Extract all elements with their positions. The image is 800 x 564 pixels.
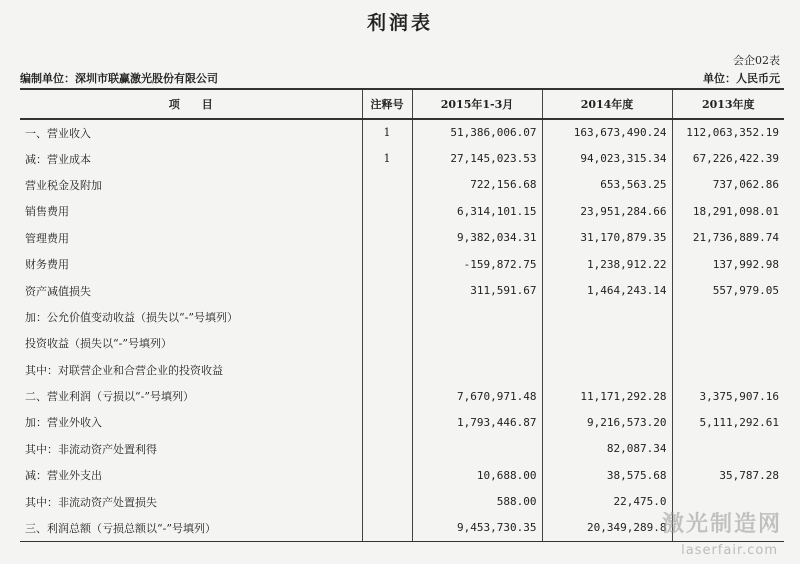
row-value-2015q1: -159,872.75 xyxy=(412,251,542,277)
row-value-2014 xyxy=(542,357,672,383)
form-number: 会企02表 xyxy=(733,54,780,67)
table-row xyxy=(20,225,784,251)
row-value-2015q1: 10,688.00 xyxy=(412,462,542,488)
row-value-2015q1: 6,314,101.15 xyxy=(412,198,542,224)
row-item-label: 减：营业成本 xyxy=(20,145,362,171)
row-note xyxy=(362,357,412,383)
row-item-label: 销售费用 xyxy=(20,198,362,224)
header-row xyxy=(20,89,784,119)
row-note xyxy=(362,198,412,224)
row-value-2015q1: 722,156.68 xyxy=(412,172,542,198)
row-item-label: 三、利润总额（亏损总额以“-”号填列） xyxy=(20,515,362,541)
row-value-2014: 38,575.68 xyxy=(542,462,672,488)
row-note xyxy=(362,172,412,198)
row-value-2014: 1,238,912.22 xyxy=(542,251,672,277)
row-value-2015q1: 588.00 xyxy=(412,488,542,514)
row-value-2014: 1,464,243.14 xyxy=(542,277,672,303)
table-row xyxy=(20,198,784,224)
row-value-2015q1: 51,386,006.07 xyxy=(412,119,542,145)
row-value-2015q1: 9,382,034.31 xyxy=(412,225,542,251)
table-row xyxy=(20,251,784,277)
header-note: 注释号 xyxy=(362,89,412,119)
row-value-2015q1: 311,591.67 xyxy=(412,277,542,303)
row-note xyxy=(362,251,412,277)
watermark-logo: 激光制造网 xyxy=(661,512,782,537)
currency-unit: 单位：人民币元 xyxy=(703,72,780,85)
row-value-2013: 3,375,907.16 xyxy=(672,383,784,409)
row-value-2014: 94,023,315.34 xyxy=(542,145,672,171)
row-note xyxy=(362,225,412,251)
row-value-2013: 137,992.98 xyxy=(672,251,784,277)
row-note xyxy=(362,277,412,303)
header-2014: 2014年度 xyxy=(542,89,672,119)
row-item-label: 二、营业利润（亏损以“-”号填列） xyxy=(20,383,362,409)
row-value-2015q1 xyxy=(412,330,542,356)
row-note xyxy=(362,488,412,514)
row-value-2013: 112,063,352.19 xyxy=(672,119,784,145)
row-item-label: 管理费用 xyxy=(20,225,362,251)
header-item: 项 目 xyxy=(20,89,362,119)
table-row xyxy=(20,304,784,330)
row-note xyxy=(362,462,412,488)
row-note xyxy=(362,304,412,330)
report-title: 利润表 xyxy=(366,12,433,34)
row-note xyxy=(362,436,412,462)
row-value-2013 xyxy=(672,304,784,330)
row-value-2013: 35,787.28 xyxy=(672,462,784,488)
watermark-url: laserfair.com xyxy=(681,543,778,558)
header-2015q1: 2015年1-3月 xyxy=(412,89,542,119)
row-item-label: 其中：非流动资产处置利得 xyxy=(20,436,362,462)
row-value-2014: 653,563.25 xyxy=(542,172,672,198)
row-value-2014: 23,951,284.66 xyxy=(542,198,672,224)
header-2013: 2013年度 xyxy=(672,89,784,119)
row-item-label: 财务费用 xyxy=(20,251,362,277)
table-row xyxy=(20,462,784,488)
row-item-label: 加：营业外收入 xyxy=(20,409,362,435)
row-value-2013: 557,979.05 xyxy=(672,277,784,303)
row-note: 1 xyxy=(362,145,412,171)
row-value-2014: 22,475.0 xyxy=(542,488,672,514)
row-item-label: 营业税金及附加 xyxy=(20,172,362,198)
row-value-2013: 5,111,292.61 xyxy=(672,409,784,435)
row-value-2014: 11,171,292.28 xyxy=(542,383,672,409)
row-value-2015q1 xyxy=(412,304,542,330)
row-item-label: 其中：非流动资产处置损失 xyxy=(20,488,362,514)
income-statement-table xyxy=(20,88,784,542)
table-row xyxy=(20,409,784,435)
row-value-2015q1: 1,793,446.87 xyxy=(412,409,542,435)
table-row xyxy=(20,436,784,462)
table-row xyxy=(20,357,784,383)
row-value-2014: 20,349,289.8 xyxy=(542,515,672,541)
row-value-2014 xyxy=(542,304,672,330)
row-value-2015q1 xyxy=(412,357,542,383)
table-row xyxy=(20,145,784,171)
row-value-2013: 737,062.86 xyxy=(672,172,784,198)
row-value-2014: 9,216,573.20 xyxy=(542,409,672,435)
row-item-label: 减：营业外支出 xyxy=(20,462,362,488)
row-value-2014: 31,170,879.35 xyxy=(542,225,672,251)
row-value-2015q1: 7,670,971.48 xyxy=(412,383,542,409)
row-note xyxy=(362,409,412,435)
table-row xyxy=(20,383,784,409)
row-value-2013 xyxy=(672,330,784,356)
row-note xyxy=(362,330,412,356)
table-row xyxy=(20,277,784,303)
row-value-2013 xyxy=(672,357,784,383)
reporting-entity: 编制单位：深圳市联赢激光股份有限公司 xyxy=(20,72,218,85)
row-value-2013: 21,736,889.74 xyxy=(672,225,784,251)
table-row xyxy=(20,119,784,145)
row-note xyxy=(362,383,412,409)
row-item-label: 投资收益（损失以“-”号填列） xyxy=(20,330,362,356)
row-value-2015q1: 9,453,730.35 xyxy=(412,515,542,541)
table-row xyxy=(20,330,784,356)
row-value-2014: 82,087.34 xyxy=(542,436,672,462)
row-item-label: 资产减值损失 xyxy=(20,277,362,303)
row-value-2013: 18,291,098.01 xyxy=(672,198,784,224)
row-value-2013: 67,226,422.39 xyxy=(672,145,784,171)
row-value-2014: 163,673,490.24 xyxy=(542,119,672,145)
row-item-label: 一、营业收入 xyxy=(20,119,362,145)
row-note: 1 xyxy=(362,119,412,145)
row-item-label: 加：公允价值变动收益（损失以“-”号填列） xyxy=(20,304,362,330)
table-row xyxy=(20,172,784,198)
row-value-2015q1: 27,145,023.53 xyxy=(412,145,542,171)
row-value-2014 xyxy=(542,330,672,356)
row-value-2015q1 xyxy=(412,436,542,462)
row-value-2013 xyxy=(672,436,784,462)
row-note xyxy=(362,515,412,541)
row-item-label: 其中：对联营企业和合营企业的投资收益 xyxy=(20,357,362,383)
